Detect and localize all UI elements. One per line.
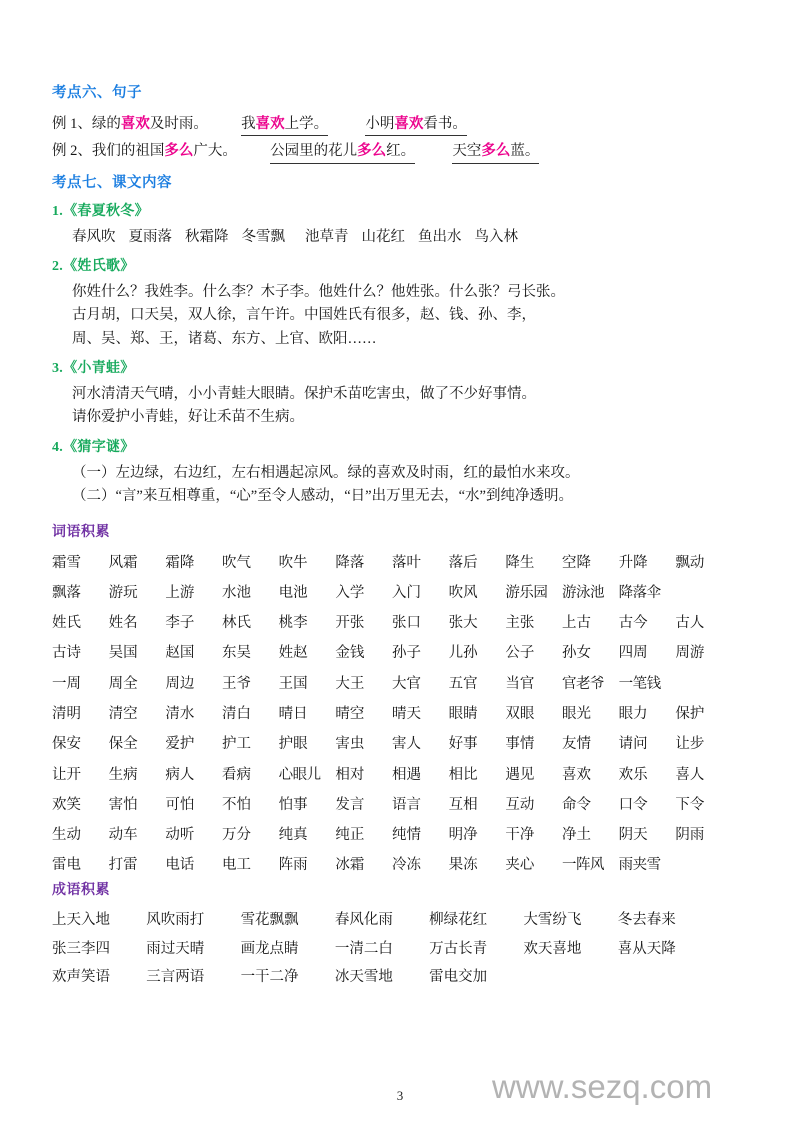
word-cell: 欢笑 [52, 796, 81, 813]
idiom-cell: 张三李四 [52, 940, 110, 957]
word-row [52, 700, 732, 728]
word-cell: 害怕 [108, 796, 138, 813]
word-cell: 升降 [618, 554, 648, 571]
word-cell: 纯情 [392, 827, 421, 844]
word-cell: 眼力 [618, 705, 648, 722]
word-row [52, 609, 732, 637]
clause-pre: 公园里的花儿 [270, 143, 358, 160]
word-cell: 欢乐 [618, 766, 648, 783]
lesson-block-2 [52, 258, 752, 351]
clause-pre: 我 [241, 115, 256, 132]
lesson-4-line-1: （一）左边绿，右边红，左右相遇起凉风。绿的喜欢及时雨，红的最怕水来攻。 [72, 464, 580, 481]
word-cell: 果冻 [448, 857, 478, 874]
word-cell: 让步 [675, 736, 705, 753]
word-cell: 游玩 [108, 584, 138, 601]
word-cell: 降落伞 [618, 584, 661, 601]
word-cell: 电工 [222, 857, 251, 874]
idiom-cell: 喜从天降 [617, 940, 676, 957]
word-cell: 孙子 [392, 645, 421, 662]
word-cell: 周全 [108, 675, 138, 692]
word-cell: 桃李 [278, 615, 308, 632]
word-row [52, 791, 732, 819]
word-cell: 遇见 [505, 766, 535, 783]
word-cell: 命令 [562, 796, 591, 813]
word-cell: 水池 [222, 584, 251, 601]
clause-highlight: 多么 [357, 143, 387, 160]
word-cell: 喜人 [675, 766, 705, 783]
word-cell: 入门 [392, 584, 421, 601]
word-row [52, 821, 732, 849]
example-1-lead-tail: 及时雨。 [149, 115, 208, 132]
heading-kaodian-7: 考点七、课文内容 [52, 174, 172, 191]
idiom-cell: 上天入地 [52, 912, 110, 929]
idiom-cell: 三言两语 [146, 969, 205, 985]
word-cell: 林氏 [222, 615, 251, 632]
word-cell: 吹气 [222, 554, 251, 571]
example-2-lead-highlight: 多么 [164, 143, 194, 160]
word-cell: 姓名 [108, 615, 138, 632]
word-cell: 护工 [222, 736, 251, 753]
word-cell: 大官 [392, 675, 421, 692]
word-cell: 互相 [448, 796, 478, 813]
word-cell: 事情 [505, 736, 535, 753]
word-cell: 落叶 [392, 554, 421, 571]
example-2-lead-tail: 广大。 [193, 143, 237, 160]
word-cell: 王爷 [222, 675, 251, 692]
word-row [52, 639, 732, 667]
word-cell: 口令 [618, 796, 648, 813]
word-cell: 护眼 [278, 736, 308, 753]
word-cell: 晴日 [278, 705, 308, 722]
word-cell: 相遇 [392, 766, 421, 783]
word-cell: 飘动 [675, 554, 705, 571]
word-cell: 游乐园 [505, 584, 548, 601]
example-sentence-row-2 [52, 140, 752, 163]
phrase: 池草青 [305, 228, 349, 245]
word-cell [675, 851, 732, 879]
word-cell: 动听 [165, 827, 195, 844]
idiom-cell: 万古长青 [429, 940, 488, 957]
word-cell: 孙女 [562, 645, 591, 662]
example-sentence-row-1 [52, 113, 752, 136]
example-2-clause-1 [270, 140, 415, 163]
clause-post: 看书。 [423, 115, 467, 132]
clause-post: 蓝。 [510, 143, 540, 160]
word-cell: 阴天 [618, 827, 648, 844]
idiom-cell [618, 963, 712, 991]
word-cell: 阵雨 [278, 857, 308, 874]
word-cell: 夹心 [505, 857, 535, 874]
word-cell: 主张 [505, 615, 535, 632]
idiom-row [52, 963, 712, 991]
word-cell: 互动 [505, 796, 535, 813]
word-cell: 双眼 [505, 705, 535, 722]
word-cell: 姓氏 [52, 615, 81, 632]
word-cell: 晴空 [335, 705, 365, 722]
lesson-block-1 [52, 203, 752, 249]
idiom-cell: 画龙点睛 [240, 940, 299, 957]
word-cell: 友情 [562, 736, 591, 753]
word-cell: 吹牛 [278, 554, 308, 571]
word-cell: 吴国 [108, 645, 138, 662]
word-cell: 发言 [335, 796, 365, 813]
page-number: 3 [396, 1088, 404, 1103]
word-cell: 周游 [675, 645, 705, 662]
idiom-cell: 柳绿花红 [429, 912, 488, 929]
idiom-cell: 风吹雨打 [146, 912, 205, 929]
lesson-3-line-2: 请你爱护小青蛙，好让禾苗不生病。 [72, 409, 304, 426]
example-1-clause-1 [241, 113, 328, 136]
word-cell: 生动 [52, 827, 81, 844]
lesson-title-4: 4.《猜字谜》 [52, 439, 135, 455]
word-cell: 古今 [618, 615, 648, 632]
idiom-cell: 大雪纷飞 [523, 912, 582, 929]
clause-highlight: 喜欢 [394, 115, 424, 132]
phrase: 鸟入林 [474, 228, 518, 245]
clause-post: 红。 [386, 143, 416, 160]
word-cell: 不怕 [222, 796, 251, 813]
lesson-2-line-3: 周、吴、郑、王，诸葛、东方、上官、欧阳…… [72, 330, 377, 347]
idiom-cell: 冰天雪地 [334, 969, 393, 985]
word-cell: 请问 [618, 736, 648, 753]
word-cell: 喜欢 [562, 766, 591, 783]
word-cell: 姓赵 [278, 645, 308, 662]
phrase: 夏雨落 [128, 228, 172, 245]
word-cell: 可怕 [165, 796, 195, 813]
phrase: 春风吹 [72, 228, 116, 245]
word-cell: 儿孙 [448, 645, 478, 662]
phrase: 秋霜降 [185, 228, 229, 245]
word-row [52, 549, 732, 577]
word-cell: 爱护 [165, 736, 195, 753]
word-cell [675, 579, 732, 607]
word-cell: 纯正 [335, 827, 365, 844]
word-cell: 金钱 [335, 645, 365, 662]
phrase: 山花红 [361, 228, 405, 245]
word-cell: 入学 [335, 584, 365, 601]
word-cell: 阴雨 [675, 827, 705, 844]
word-cell: 一阵风 [562, 857, 604, 874]
idiom-cell: 雪花飘飘 [240, 912, 299, 929]
word-cell: 公子 [505, 645, 535, 662]
word-cell: 降落 [335, 554, 365, 571]
word-cell: 五官 [448, 675, 478, 692]
word-cell: 张大 [448, 615, 478, 632]
word-cell: 好事 [448, 736, 478, 753]
word-cell: 官老爷 [562, 675, 604, 692]
word-cell: 病人 [165, 766, 195, 783]
idiom-cell: 欢声笑语 [52, 969, 110, 985]
word-row [52, 761, 732, 789]
word-cell: 古诗 [52, 645, 81, 662]
word-cell: 霜雪 [52, 554, 81, 571]
word-cell: 大王 [335, 675, 365, 692]
example-1-lead: 例 1、绿的 [52, 115, 121, 132]
word-cell: 眼光 [562, 705, 591, 722]
word-cell: 冷冻 [392, 857, 421, 874]
idiom-cell: 雨过天晴 [146, 940, 205, 957]
lesson-1-phrases [72, 226, 752, 249]
idiom-cell: 一干二净 [240, 969, 299, 985]
lesson-block-3 [52, 360, 752, 430]
phrase: 鱼出水 [418, 228, 462, 245]
word-cell: 下令 [675, 796, 705, 813]
word-cell: 生病 [108, 766, 138, 783]
word-cell: 张口 [392, 615, 421, 632]
word-cell: 清空 [108, 705, 138, 722]
word-cell: 打雷 [108, 857, 138, 874]
word-cell: 看病 [222, 766, 251, 783]
word-cell: 当官 [505, 675, 535, 692]
word-cell: 净土 [562, 827, 591, 844]
word-cell: 雨夹雪 [618, 857, 661, 874]
word-cell: 飘落 [52, 584, 81, 601]
word-cell: 霜降 [165, 554, 195, 571]
idiom-row [52, 906, 712, 934]
word-cell: 万分 [222, 827, 251, 844]
word-cell: 空降 [562, 554, 591, 571]
clause-highlight: 喜欢 [255, 115, 285, 132]
lesson-block-4 [52, 439, 752, 509]
word-cell: 害人 [392, 736, 421, 753]
word-cell: 保安 [52, 736, 81, 753]
idiom-cell: 雷电交加 [429, 969, 488, 985]
word-cell: 保全 [108, 736, 138, 753]
lesson-title-1: 1.《春夏秋冬》 [52, 203, 149, 219]
word-cell: 一周 [52, 675, 81, 692]
word-cell: 害虫 [335, 736, 365, 753]
word-cell: 怕事 [278, 796, 308, 813]
idiom-cell: 一清二白 [334, 940, 393, 957]
word-cell: 语言 [392, 796, 421, 813]
idiom-cell: 欢天喜地 [523, 940, 582, 957]
word-cell: 纯真 [278, 827, 308, 844]
word-cell: 风霜 [108, 554, 138, 571]
word-cell: 降生 [505, 554, 535, 571]
idiom-row [52, 935, 712, 963]
clause-highlight: 多么 [481, 143, 511, 160]
lesson-title-2: 2.《姓氏歌》 [52, 258, 135, 274]
word-row [52, 579, 732, 607]
lesson-title-3: 3.《小青蛙》 [52, 361, 135, 377]
word-cell: 吹风 [448, 584, 478, 601]
word-cell: 王国 [278, 675, 308, 692]
clause-post: 上学。 [284, 115, 329, 132]
word-row [52, 730, 732, 758]
word-cell: 落后 [448, 554, 478, 571]
word-cell: 晴天 [392, 705, 421, 722]
word-cell: 游泳池 [562, 584, 604, 601]
word-cell: 赵国 [165, 645, 195, 662]
word-cell: 古人 [675, 615, 705, 632]
word-cell: 清明 [52, 705, 81, 722]
example-2-lead: 例 2、我们的祖国 [52, 143, 165, 160]
word-cell: 李子 [165, 615, 195, 632]
example-1-clause-2 [365, 113, 467, 136]
clause-pre: 天空 [452, 143, 482, 160]
idiom-cell [523, 963, 617, 991]
word-cell: 上游 [165, 584, 195, 601]
word-cell: 四周 [618, 645, 648, 662]
example-1-lead-highlight: 喜欢 [120, 115, 150, 132]
clause-pre: 小明 [365, 115, 395, 132]
word-cell: 冰霜 [335, 857, 365, 874]
word-cell: 相比 [448, 766, 478, 783]
example-2-clause-2 [452, 140, 539, 163]
word-cell [675, 670, 732, 698]
lesson-2-line-1: 你姓什么？我姓李。什么李？木子李。他姓什么？他姓张。什么张？弓长张。 [72, 283, 565, 300]
word-cell: 让开 [52, 766, 81, 783]
heading-word-accumulation: 词语积累 [52, 524, 110, 540]
word-cell: 干净 [505, 827, 535, 844]
lesson-4-line-2: （二）“言”来互相尊重，“心”至令人感动，“日”出万里无去，“水”到纯净透明。 [72, 488, 573, 505]
word-cell: 上古 [562, 615, 591, 632]
lesson-2-line-2: 古月胡，口天吴，双人徐，言午许。中国姓氏有很多，赵、钱、孙、李， [72, 307, 536, 324]
word-cell: 雷电 [52, 857, 81, 874]
word-cell: 清水 [165, 705, 195, 722]
word-cell: 明净 [448, 827, 478, 844]
idiom-cell: 春风化雨 [334, 912, 393, 929]
site-watermark: www.sezq.com [492, 1068, 713, 1105]
heading-kaodian-6: 考点六、句子 [52, 85, 142, 101]
lesson-3-line-1: 河水清清天气晴，小小青蛙大眼睛。保护禾苗吃害虫，做了不少好事情。 [72, 385, 536, 402]
word-cell: 保护 [675, 705, 705, 722]
word-cell: 电池 [278, 584, 308, 601]
word-cell: 相对 [335, 766, 365, 783]
word-row [52, 851, 732, 879]
phrase: 冬雪飘 [241, 228, 285, 245]
word-cell: 周边 [165, 675, 195, 692]
word-cell: 电话 [165, 857, 195, 874]
word-cell: 东吴 [222, 645, 251, 662]
word-cell: 动车 [108, 827, 138, 844]
word-cell: 眼睛 [448, 705, 478, 722]
page-content [52, 84, 752, 991]
word-cell: 心眼儿 [278, 766, 321, 783]
word-cell: 一笔钱 [618, 675, 661, 692]
idiom-cell: 冬去春来 [617, 912, 676, 929]
heading-idiom-accumulation: 成语积累 [52, 882, 110, 898]
word-cell: 清白 [222, 705, 251, 722]
word-row [52, 670, 732, 698]
word-cell: 开张 [335, 615, 365, 632]
